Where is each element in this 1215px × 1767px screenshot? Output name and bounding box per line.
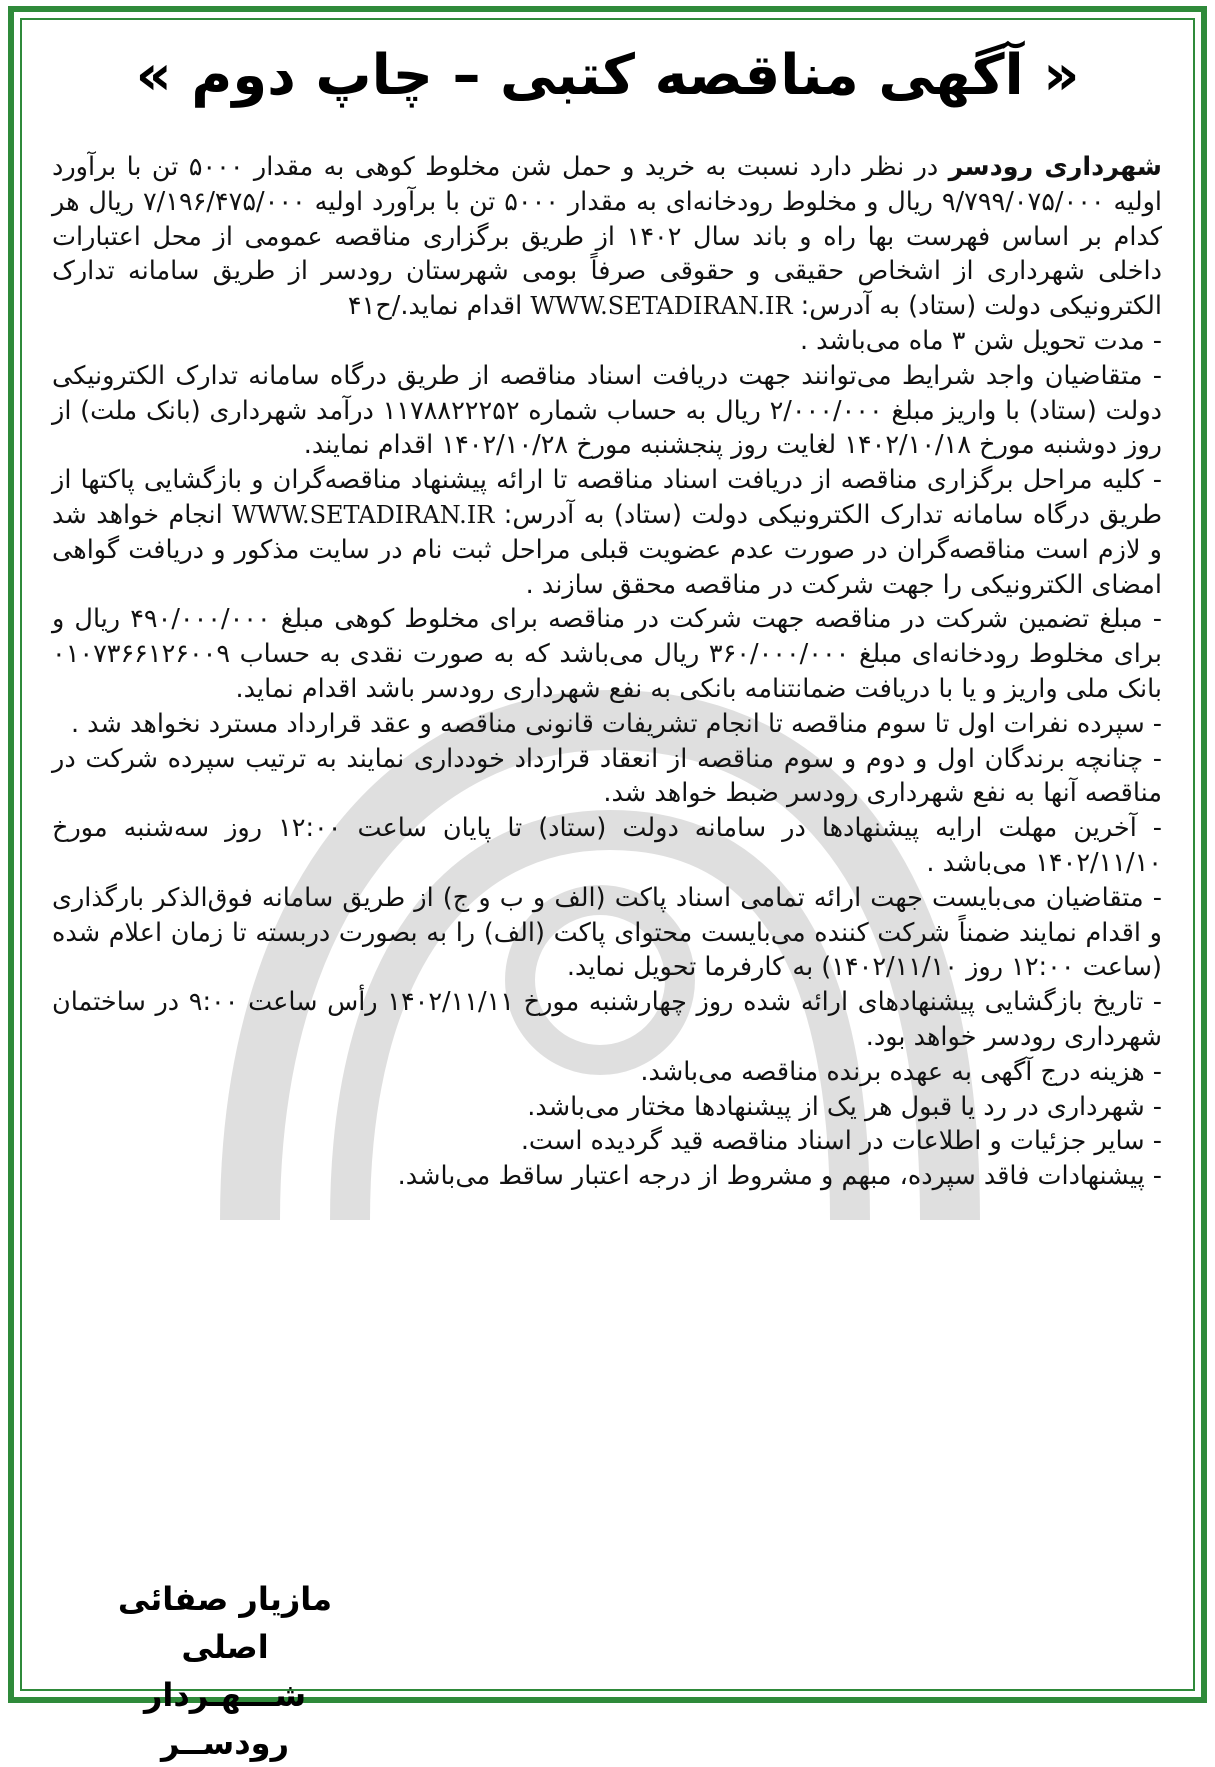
clause-deposit-return: - سپرده نفرات اول تا سوم مناقصه تا انجام تشریفات قانونی مناقصه و عقد قرارداد مسترد نخواهد شد . xyxy=(70,708,1162,739)
clause-deadline: - آخرین مهلت ارایه پیشنهادها در سامانه دولت (ستاد) تا پایان ساعت ۱۲:۰۰ روز سه‌شنبه مورخ ۱۴۰۲/۱۱/۱۰ می‌باشد . xyxy=(52,813,1162,878)
notice-body xyxy=(52,150,1162,1194)
intro-paragraph xyxy=(52,150,1162,324)
stages-pre: - کلیه مراحل برگزاری مناقصه از دریافت اسناد مناقصه تا ارائه پیشنهاد مناقصه‌گران و بازگشایی پاکتها از طریق درگاه سامانه تدارک الکترونیکی دولت (ستاد) به آدرس: xyxy=(52,465,1162,530)
signatory-name: مازیار صفائی اصلی xyxy=(117,1580,333,1666)
clause-upload: - متقاضیان می‌بایست جهت ارائه تمامی اسناد پاکت (الف و ب و ج) از طریق سامانه فوق‌الذکر بارگذاری و اقدام نمایند ضمناً شرکت کننده می‌بایست محتوای پاکت (الف) را به بصورت دربسته تا زمان اعلام شده (ساعت ۱۲:۰۰ روز ۱۴۰۲/۱۱/۱۰) به کارفرما تحویل نماید. xyxy=(52,882,1162,983)
notice-title: « آگهی مناقصه کتبی – چاپ دوم » xyxy=(135,43,1080,108)
clause-delivery: - مدت تحویل شن ۳ ماه می‌باشد . xyxy=(799,325,1162,356)
clause-ad-cost: - هزینه درج آگهی به عهده برنده مناقصه می‌باشد. xyxy=(640,1056,1162,1087)
org-name: شهرداری رودسر xyxy=(948,152,1162,182)
clause-opening: - تاریخ بازگشایی پیشنهادهای ارائه شده روز چهارشنبه مورخ ۱۴۰۲/۱۱/۱۱ رأس ساعت ۹:۰۰ در ساختمان شهرداری رودسر خواهد بود. xyxy=(52,987,1163,1052)
signature-block xyxy=(80,1575,370,1767)
clause-guarantee: - مبلغ تضمین شرکت در مناقصه جهت شرکت در مناقصه برای مخلوط کوهی مبلغ ۴۹۰/۰۰۰/۰۰۰ ریال و برای مخلوط رودخانه‌ای مبلغ ۳۶۰/۰۰۰/۰۰۰ ریال می‌باشد که به صورت نقدی به حساب ۰۱۰۷۳۶۶۱۲۶۰۰۹ بانک ملی واریز و یا با دریافت ضمانتنامه بانکی به نفع شهرداری رودسر باشد اقدام نماید. xyxy=(52,604,1162,704)
clause-reject-right: - شهرداری در رد یا قبول هر یک از پیشنهادها مختار می‌باشد. xyxy=(527,1091,1162,1122)
clause-documents: - متقاضیان واجد شرایط می‌توانند جهت دریافت اسناد مناقصه از طریق درگاه سامانه تدارک الکترونیکی دولت (ستاد) با واریز مبلغ ۲/۰۰۰/۰۰۰ ریال به حساب شماره ۱۱۷۸۸۲۲۲۵۲ درآمد شهرداری (بانک ملت) از روز دوشنبه مورخ ۱۴۰۲/۱۰/۱۸ لغایت روز پنجشنبه مورخ ۱۴۰۲/۱۰/۲۸ اقدام نمایند. xyxy=(52,360,1162,461)
clause-forfeit: - چنانچه برندگان اول و دوم و سوم مناقصه از انعقاد قرارداد خودداری نمایند به ترتیب سپرده شرکت در مناقصه آنها به نفع شهرداری رودسر ضبط خواهد شد. xyxy=(52,743,1162,809)
signatory-role: شـــهـردار رودســر xyxy=(143,1676,307,1762)
clause-details: - سایر جزئیات و اطلاعات در اسناد مناقصه قید گردیده است. xyxy=(520,1126,1162,1157)
setad-url-link[interactable]: WWW.SETADIRAN.IR xyxy=(530,292,793,321)
clause-invalid-bids: - پیشنهادات فاقد سپرده، مبهم و مشروط از درجه اعتبار ساقط می‌باشد. xyxy=(397,1161,1162,1192)
intro-text: در نظر دارد نسبت به خرید و حمل شن مخلوط کوهی به مقدار ۵۰۰۰ تن با برآورد اولیه ۹/۷۹۹/۰۷۵/۰۰۰ ریال و مخلوط رودخانه‌ای به مقدار ۵۰۰۰ تن با برآورد اولیه ۷/۱۹۶/۴۷۵/۰۰۰ ریال هر کدام بر اساس فهرست بها راه و باند سال ۱۴۰۲ از طریق برگزاری مناقصه عمومی از محل اعتبارات داخلی شهرداری از اشخاص حقیقی و حقوقی صرفاً بومی شهرستان رودسر از طریق سامانه تدارک الکترونیکی دولت (ستاد) به آدرس: xyxy=(52,152,1162,322)
setad-url-link-2[interactable]: WWW.SETADIRAN.IR xyxy=(232,500,495,529)
intro-tail: اقدام نماید./ح۴۱ xyxy=(347,291,531,322)
clause-stages xyxy=(52,463,1162,602)
stages-post: انجام خواهد شد و لازم است مناقصه‌گران در صورت عدم عضویت قبلی مراحل ثبت نام در سایت مذکور و دریافت گواهی امضای الکترونیکی را جهت شرکت در مناقصه محقق سازند . xyxy=(52,499,1162,600)
